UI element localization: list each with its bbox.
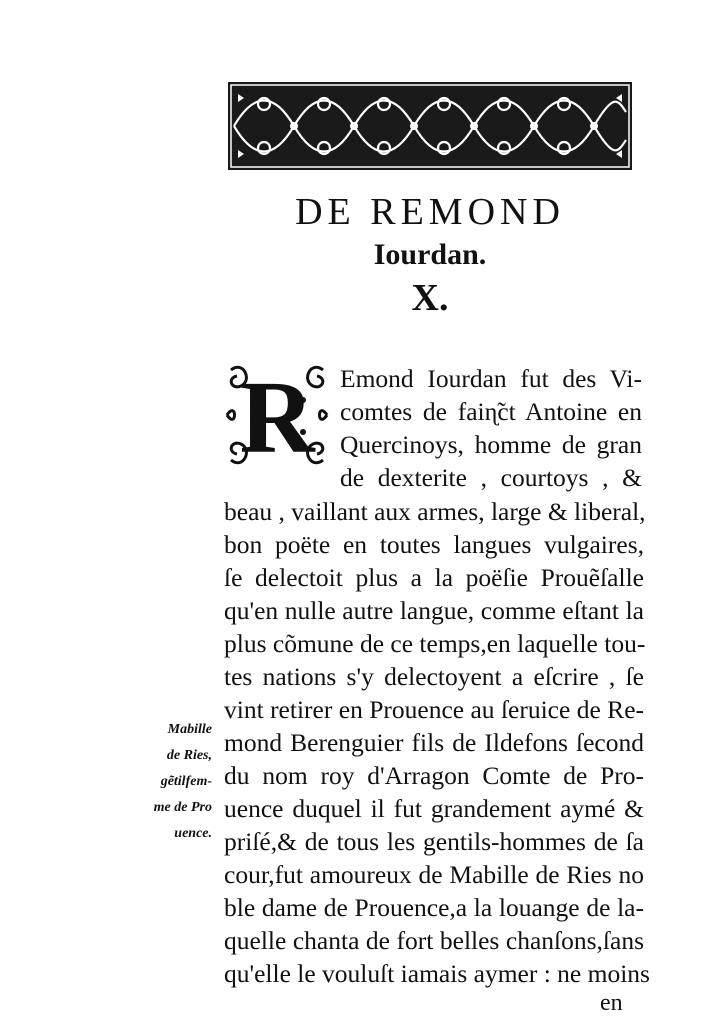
text-line: qu'en nulle autre langue, comme eſtant la [224, 596, 644, 625]
text-line: Quercinoys, homme de gran [340, 430, 642, 459]
text-line: priſé,& de tous les gentils-hommes de ſa [224, 827, 644, 856]
text-line: cour,fut amoureux de Mabille de Ries no [224, 860, 644, 889]
text-line: beau , vaillant aux armes, large & liberal, [224, 497, 646, 526]
text-line: qu'elle le vouluſt iamais aymer : ne moins [224, 959, 650, 988]
headpiece-ornament [228, 82, 632, 170]
text-line: mond Berenguier fils de Ildefons ſecond [224, 728, 644, 757]
text-line: Emond Iourdan fut des Vi- [340, 364, 642, 393]
text-line: quelle chanta de fort belles chanſons,ſans [224, 926, 644, 955]
text-line: uence duquel il fut grandement aymé & [224, 794, 644, 823]
text-line: de dexterite , courtoys , & [340, 463, 642, 492]
margin-note-line: gẽtilfem- [160, 774, 212, 789]
margin-note-line: me de Pro [153, 800, 212, 815]
text-line: ſe delectoit plus a la poëſie Prouẽſalle [224, 563, 644, 592]
drop-cap-letter: R [239, 360, 315, 470]
chapter-heading-name: DE REMOND [295, 191, 565, 233]
chapter-number: X. [411, 277, 449, 319]
drop-cap-initial [223, 360, 331, 470]
text-line: tes nations s'y delectoyent a eſcrire , ſe [224, 662, 644, 691]
catchword: en [600, 990, 623, 1016]
text-line: comtes de faiɳ̃ct Antoine en [340, 397, 642, 426]
chapter-heading-surname: Iourdan. [373, 238, 487, 271]
margin-note-line: uence. [174, 826, 212, 841]
text-line: vint retirer en Prouence au ſeruice de Re- [224, 695, 644, 724]
text-line: plus cõmune de ce temps,en laquelle tou- [224, 629, 646, 658]
margin-note-line: de Ries, [166, 748, 212, 763]
text-line: ble dame de Prouence,a la louange de la- [224, 893, 644, 922]
text-line: bon poëte en toutes langues vulgaires, [224, 530, 644, 559]
margin-note-line: Mabille [167, 722, 212, 737]
text-line: du nom roy d'Arragon Comte de Pro- [224, 761, 644, 790]
